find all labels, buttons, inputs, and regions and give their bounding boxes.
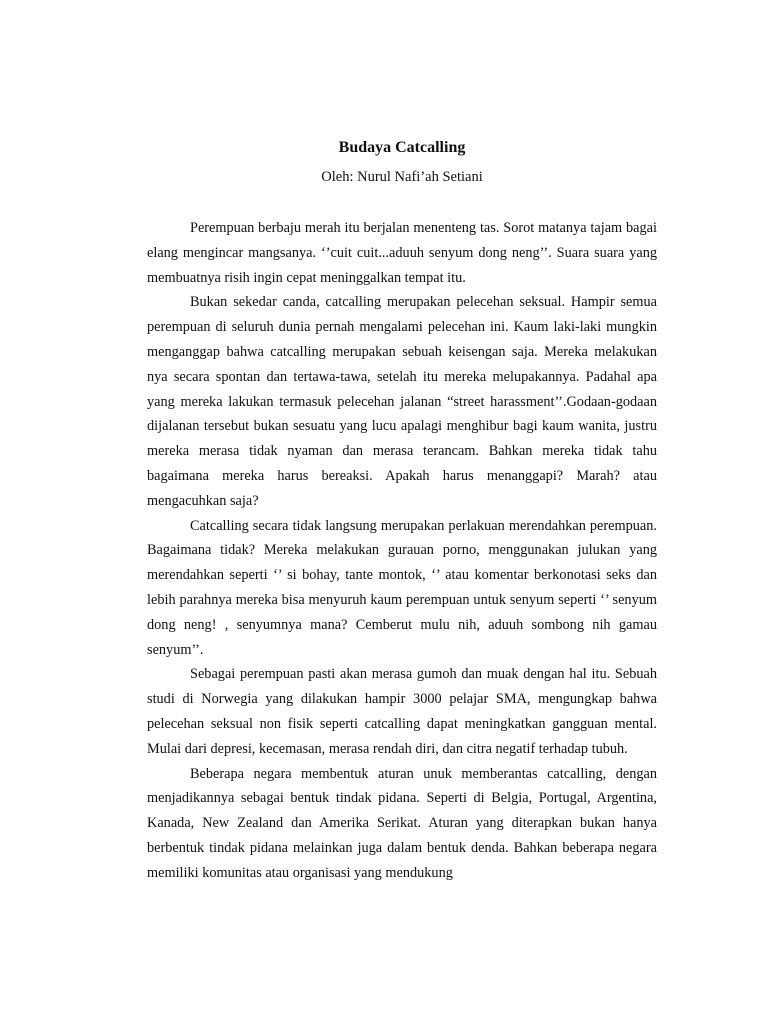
document-title: Budaya Catcalling bbox=[338, 139, 466, 156]
paragraph-5: Beberapa negara membentuk aturan unuk memberantas catcalling, dengan menjadikannya sebagai bentuk tindak pidana. Seperti di Belgia, Portugal, Argentina, Kanada, New Zealand dan Amerika Serikat. Aturan yang diterapkan bukan hanya berbentuk tindak pidana melainkan juga dalam bentuk denda. Bahkan beberapa negara memiliki komunitas atau organisasi yang mendukung bbox=[147, 765, 657, 881]
paragraph-3: Catcalling secara tidak langsung merupakan perlakuan merendahkan perempuan. Bagaimana tidak? Mereka melakukan gurauan porno, menggunakan julukan yang merendahkan seperti ‘’ si bohay, tante montok, ‘’ atau komentar berkonotasi seks dan lebih parahnya mereka bisa menyuruh kaum perempuan untuk senyum seperti ‘’ senyum dong neng! , senyumnya mana? Cemberut mulu nih, aduuh sombong nih gamau senyum’’. bbox=[147, 517, 657, 658]
paragraph-2: Bukan sekedar canda, catcalling merupakan pelecehan seksual. Hampir semua perempuan di seluruh dunia pernah mengalami pelecehan ini. Kaum laki-laki mungkin menganggap bahwa catcalling merupakan sebuah keisengan saja. Mereka melakukan nya secara spontan dan tertawa-tawa, setelah itu mereka melupakannya. Padahal apa yang mereka lakukan termasuk pelecehan jalanan “street harassment’’.Godaan-godaan dijalanan tersebut bukan sesuatu yang lucu apalagi menghibur bagi kaum wanita, justru mereka merasa tidak nyaman dan merasa terancam. Bahkan mereka tidak tahu bagaimana mereka harus bereaksi. Apakah harus menanggapi? Marah? atau mengacuhkan saja? bbox=[147, 294, 657, 509]
document-author: Oleh: Nurul Nafi’ah Setiani bbox=[321, 169, 483, 185]
document-body bbox=[147, 216, 657, 886]
paragraph-4: Sebagai perempuan pasti akan merasa gumoh dan muak dengan hal itu. Sebuah studi di Norwegia yang dilakukan hampir 3000 pelajar SMA, mengungkap bahwa pelecehan seksual non fisik seperti catcalling dapat meningkatkan gangguan mental. Mulai dari depresi, kecemasan, merasa rendah diri, dan citra negatif terhadap tubuh. bbox=[147, 666, 657, 757]
paragraph-1: Perempuan berbaju merah itu berjalan menenteng tas. Sorot matanya tajam bagai elang mengincar mangsanya. ‘’cuit cuit...aduuh senyum dong neng’’. Suara suara yang membuatnya risih ingin cepat meninggalkan tempat itu. bbox=[147, 220, 657, 286]
